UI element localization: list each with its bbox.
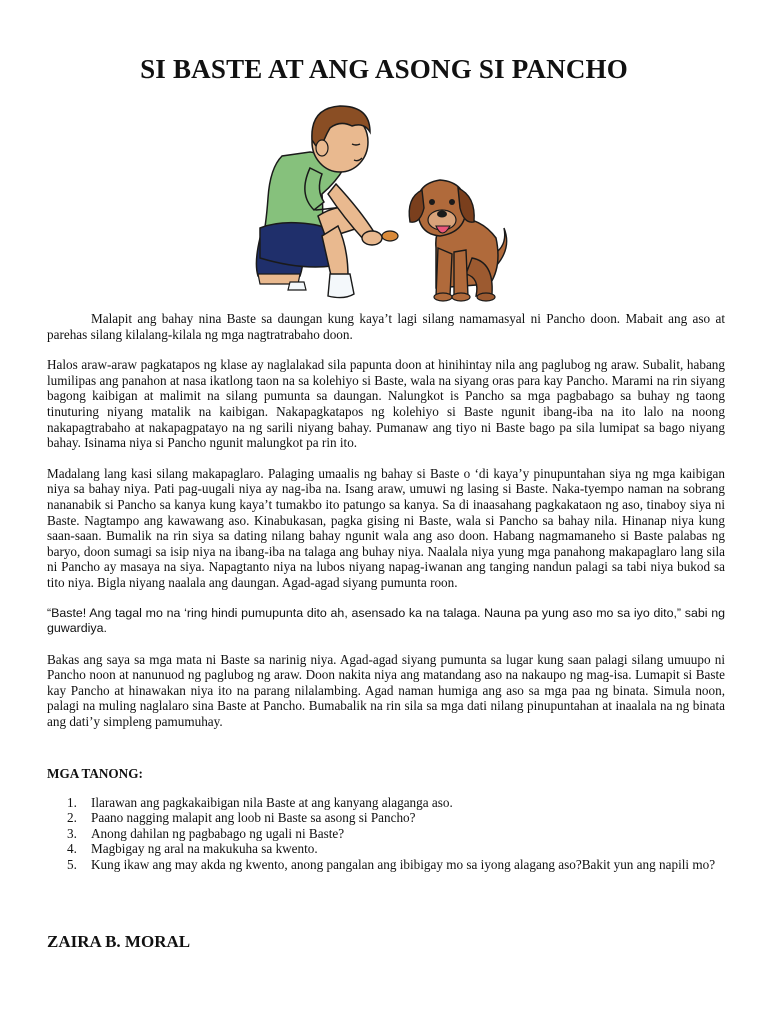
question-item	[47, 826, 725, 841]
question-text: Ilarawan ang pagkakaibigan nila Baste at ang kanyang alaganga aso.	[91, 795, 453, 810]
story-paragraph-1: Malapit ang bahay nina Baste sa daungan kung kaya’t lagi silang namamasyal ni Pancho doon. Mabait ang aso at parehas silang kilalang-kilala ng mga nagtratrabaho doon.	[47, 311, 725, 342]
author-name: ZAIRA B. MORAL	[47, 932, 191, 951]
question-item	[47, 841, 725, 856]
questions-list	[47, 795, 725, 872]
question-item	[47, 810, 725, 825]
questions-heading: MGA TANONG:	[47, 766, 143, 781]
question-number: 2.	[67, 810, 77, 826]
boy-feeding-puppy-illustration	[240, 98, 520, 310]
question-number: 4.	[67, 841, 77, 857]
question-item	[47, 857, 725, 872]
question-number: 5.	[67, 856, 77, 872]
question-text: Paano nagging malapit ang loob ni Baste sa asong si Pancho?	[91, 810, 416, 826]
story-paragraph-3: Madalang lang kasi silang makapaglaro. Palaging umaalis ng bahay si Baste o ‘di kaya’y pinupuntahan siya ng mga kaibigan niya sa bahay niya. Pati pag-uugali niya ay nag-iba na. Isang araw, umuwi ng lasing si Baste. Naka-tyempo naman na sobrang nananabik si Pancho sa kanya kung kaya’t tumakbo ito patungo sa kanya. Sa di inaasahang pagkakataon ng aso, tinaboy siya ni Baste. Nagtampo ang kawawang aso. Kinabukasan, pagka gising ni Baste, wala si Pancho sa bahay nila. Hinanap niya kung saan-saan. Bumalik na rin siya sa dating nilang bahay ngunit wala ang aso doon. Habang nagmamaneho si Baste palabas ng baryo, doon sumagi sa isip niya na ibang-iba na talaga ang buhay niya. Naalala niya yung mga panahong makapaglaro lang sila ni Pancho ay masaya na siya. Napagtanto niya na lubos niyang napag-iwanan ang tanging nandun palagi sa tabi niya bukod sa tito niya. Bigla niyang naalala ang daungan. Agad-agad siyang pumunta roon.	[47, 465, 725, 590]
story-paragraph-2: Halos araw-araw pagkatapos ng klase ay naglalakad sila papunta doon at hinihintay nila ang paglubog ng araw. Subalit, habang lumilipas ang panahon at nasa ikatlong taon na sa kolehiyo si Baste, wala na siyang oras para kay Pancho. Marami na rin siyang bagong kaibigan at malimit na silang pumunta sa daungan. Nalungkot is Pancho sa mga pagbabago sa buhay ng taong tinuturing niyang matalik na kaibigan. Nakapagkatapos ng kolehiyo si Baste ngunit ibang-iba na ito lalo na noong nakapagtrabaho at nakapagpatayo na ng sarili niyang bahay. Pumanaw ang tiyo ni Baste bago pa sila lumipat sa bago niyang bahay. Isinama niya si Pancho ngunit malungkot pa rin ito.	[47, 357, 725, 451]
story-body	[47, 311, 725, 745]
question-number: 3.	[67, 825, 77, 841]
story-paragraph-4: “Baste! Ang tagal mo na ‘ring hindi pumupunta dito ah, asensado ka na talaga. Nauna pa yung aso mo sa iyo dito,” sabi ng guwardiya.	[47, 605, 725, 636]
question-text: Kung ikaw ang may akda ng kwento, anong pangalan ang ibibigay mo sa iyong alagang aso?Bakit yun ang napili mo?	[91, 856, 716, 872]
story-paragraph-5: Bakas ang saya sa mga mata ni Baste sa narinig niya. Agad-agad siyang pumunta sa lugar kung saan palagi silang umuupo ni Pancho noon at nanunuod ng paglubog ng araw. Doon nakita niya ang matandang aso na nakaupo ng mag-isa. Lumapit si Baste kay Pancho at hinawakan niya ito na parang nilalambing. Agad naman humiga ang aso sa mga paa ng binata. Simula noon, palagi na muling naglalaro sina Baste at Pancho. Bumabalik na rin sila sa mga dati nilang pinupuntahan at inaalala na ng binata ang dati’y simpleng pamumuhay.	[47, 651, 725, 730]
question-text: Anong dahilan ng pagbabago ng ugali ni Baste?	[91, 825, 345, 841]
story-title: SI BASTE AT ANG ASONG SI PANCHO	[140, 54, 628, 84]
question-number: 1.	[67, 795, 77, 810]
question-text: Magbigay ng aral na makukuha sa kwento.	[91, 841, 318, 857]
question-item	[47, 795, 725, 810]
